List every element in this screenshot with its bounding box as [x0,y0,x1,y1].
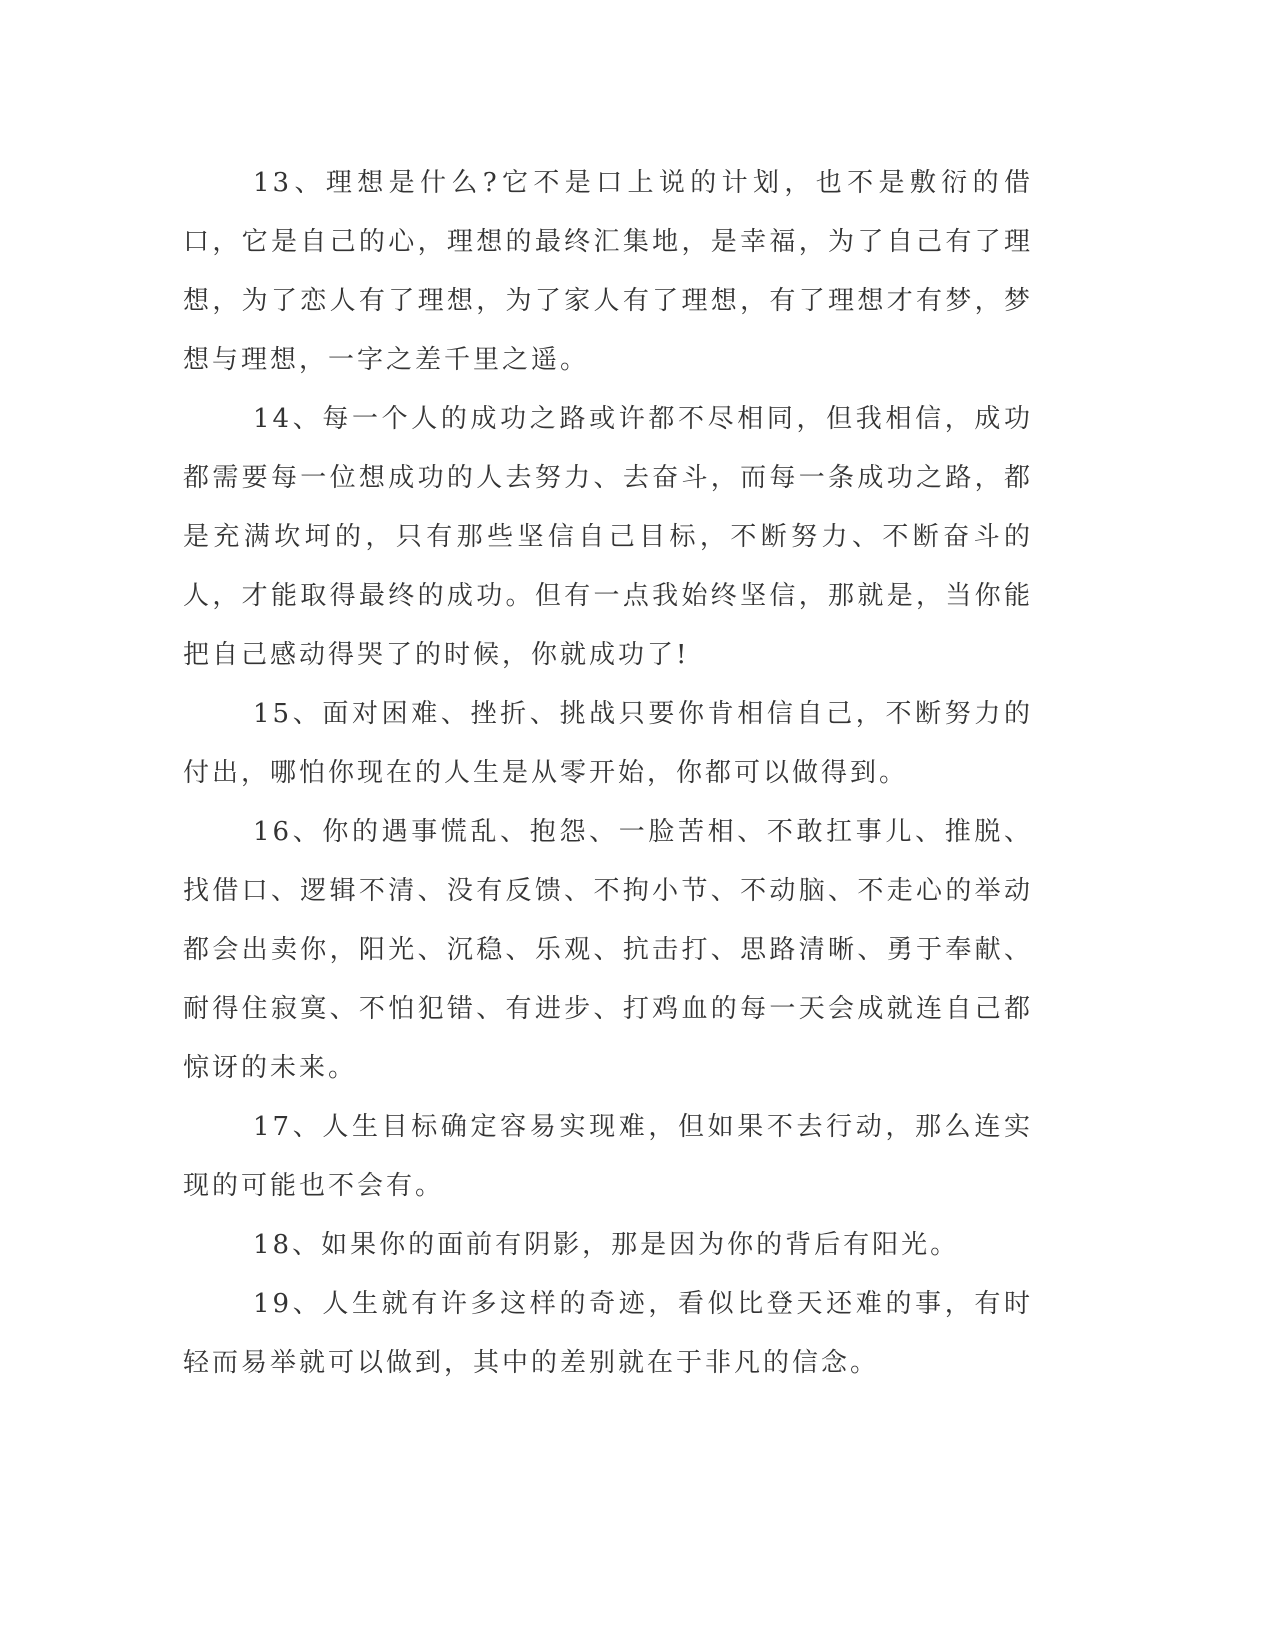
document-body [183,154,1033,1393]
paragraph-17: 17、人生目标确定容易实现难，但如果不去行动，那么连实现的可能也不会有。 [183,1112,1033,1201]
paragraph-15: 15、面对困难、挫折、挑战只要你肯相信自己，不断努力的付出，哪怕你现在的人生是从零开始，你都可以做得到。 [183,699,1033,788]
paragraph-14: 14、每一个人的成功之路或许都不尽相同，但我相信，成功都需要每一位想成功的人去努力、去奋斗，而每一条成功之路，都是充满坎坷的，只有那些坚信自己目标，不断努力、不断奋斗的人，才能取得最终的成功。但有一点我始终坚信，那就是，当你能把自己感动得哭了的时候，你就成功了! [183,404,1033,670]
paragraph-18: 18、如果你的面前有阴影，那是因为你的背后有阳光。 [253,1230,960,1260]
paragraph-19: 19、人生就有许多这样的奇迹，看似比登天还难的事，有时轻而易举就可以做到，其中的差别就在于非凡的信念。 [183,1289,1033,1378]
paragraph-13: 13、理想是什么?它不是口上说的计划，也不是敷衍的借口，它是自己的心，理想的最终汇集地，是幸福，为了自己有了理想，为了恋人有了理想，为了家人有了理想，有了理想才有梦，梦想与理想，一字之差千里之遥。 [183,168,1033,375]
paragraph-16: 16、你的遇事慌乱、抱怨、一脸苦相、不敢扛事儿、推脱、找借口、逻辑不清、没有反馈、不拘小节、不动脑、不走心的举动都会出卖你，阳光、沉稳、乐观、抗击打、思路清晰、勇于奉献、耐得住寂寞、不怕犯错、有进步、打鸡血的每一天会成就连自己都惊讶的未来。 [183,817,1033,1083]
